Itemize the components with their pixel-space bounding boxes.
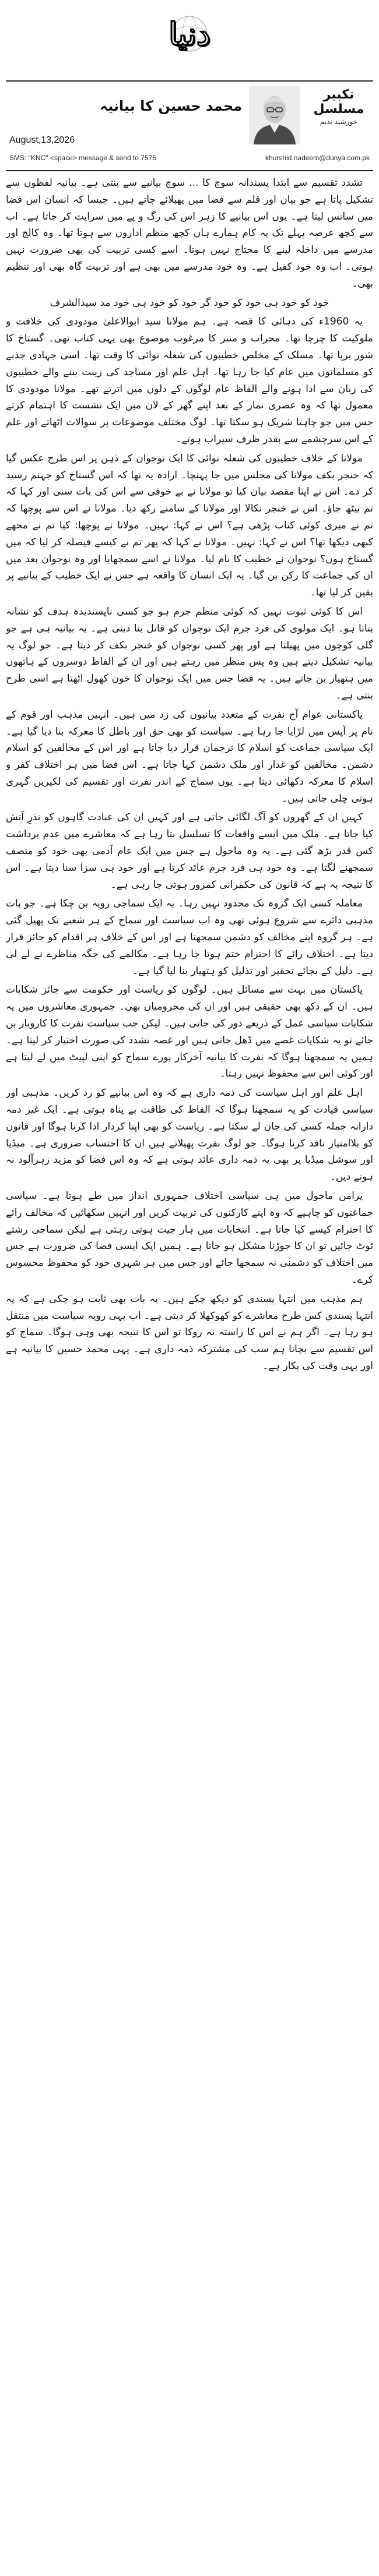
author-email: khurshid.nadeem@dunya.com.pk [265,154,370,162]
article-paragraph: تشدد تقسیم سے ابتدا پسندانہ سوچ کا ... سوچ بیانیے سے بنتی ہے۔ بیانیہ لفظوں سے تشکیل پاتا ہے جو بیان اور قلم سے فضا میں پھیلائے جاتے ہیں۔ جیسا کہ انسان اس فضا میں سانس لیتا ہے۔ یوں اس بیانیے کا زہر اس کی رگ و پے میں سرایت کر جاتا ہے۔ اب سے کچھ عرصہ پہلے تک یہ کام ہمارے ہاں کچھ منظم اداروں سے ہوتا تھا۔ وہ کالج اور مدرسے میں داخلہ لینے کا محتاج نہیں ہوتا۔ اسے کسی تربیت کی بھی ضرورت نہیں ہوتی۔ اب وہ خود کفیل ہے۔ وہ خود مدرسے میں بھی ہے اور تربیت گاہ بھی اور تنظیم بھی۔ [6,177,373,290]
article-paragraph: معاملہ کسی ایک گروہ تک محدود نہیں رہا۔ یہ ایک سماجی رویہ بن چکا ہے۔ جو بات مذہبی دائرے سے شروع ہوئی تھی وہ اب سیاست اور سماج کے ہر شعبے تک پھیل گئی ہے۔ ہر گروہ اپنے مخالف کو دشمن سمجھتا ہے اور اس کے خلاف ہر اقدام کو جائز قرار دیتا ہے۔ اختلاف رائے کا احترام ختم ہوتا جا رہا ہے۔ مکالمے کی جگہ مناظرے نے لے لی ہے۔ دلیل کے بجائے تحقیر اور تذلیل کو ہتھیار بنا لیا گیا ہے۔ [6,898,373,977]
article-paragraph: پرامن ماحول میں ہی سیاسی اختلاف جمہوری انداز میں طے ہوتا ہے۔ سیاسی جماعتوں کو چاہیے کہ وہ اپنے کارکنوں کی تربیت کریں اور انہیں سکھائیں کہ مخالف رائے کا احترام کیسے کیا جاتا ہے۔ انتخابات میں ہار جیت ہوتی رہتی ہے لیکن سماجی رشتے ٹوٹ جائیں تو ان کا جوڑنا مشکل ہو جاتا ہے۔ ہمیں ایک ایسی فضا کی ضرورت ہے جس میں اختلاف کو دشمنی نہ سمجھا جائے اور جس میں ہر شہری خود کو محفوظ محسوس کرے۔ [6,1190,373,1286]
column-name: تکبیر مسلسل [307,87,371,117]
article-body [6,175,373,2569]
masthead [0,0,379,70]
article-paragraph: یہ 1960ء کی دہائی کا قصہ ہے۔ ہم مولانا سید ابوالاعلیٰ مودودی کی خلافت و ملوکیت کا چرچا تھا۔ محراب و منبر کا مرغوب موضوع بھی یہی کتاب تھی۔ گستاخ کا شور برپا تھا۔ مسلک کے مخلص خطیبوں کی شعلہ نوائی کا وقت تھا۔ اسی جہادی جذبے کو مسلمانوں میں عام کیا جا رہا تھا۔ اہل علم اور مساجد کی زینت بننے والے خطیبوں کی زبان سے ادا ہونے والے الفاظ عام لوگوں کے دلوں میں اترتے تھے۔ مولانا مودودی کا معمول تھا کہ وہ عصری نماز کے بعد اپنے گھر کے لان میں ایک نشست کا اہتمام کرتے جس میں جو چاہتا شریک ہو سکتا تھا۔ لوگ مختلف موضوعات پر سوالات اٹھاتے اور علم کے اس سرچشمے سے بقدر ظرف سیراب ہوتے۔ [6,316,373,445]
article-paragraph: پاکستانی عوام آج نفرت کے متعدد بیانیوں کی زد میں ہیں۔ انہیں مذہب اور قوم کے نام پر آپس میں لڑایا جا رہا ہے۔ سیاست کو بھی حق اور باطل کا معرکہ بنا دیا گیا ہے۔ ایک سیاسی جماعت کو اسلام کا ترجمان قرار دیا جاتا ہے اور اس کے مخالفین کو اسلام دشمن۔ مخالفین کو غدار اور ملک دشمن کہا جاتا ہے۔ اس فضا میں ہر اختلاف کفر و اسلام کا معرکہ دکھائی دیتا ہے۔ یوں سماج کے اندر نفرت اور تقسیم کی لکیریں گہری ہوتی چلی جاتی ہیں۔ [6,708,373,804]
article-paragraph: مولانا کے خلاف خطیبوں کی شعلہ نوائی کا ایک نوجوان کے ذہن پر اس طرح عکس گیا کہ خنجر بکف مولانا کی مجلس میں جا پہنچا۔ ارادہ یہ تھا کہ اس گستاخ کو جہنم رسید کر دے۔ اس نے اپنا مقصد بیان کیا تو مولانا نے بے خوفی سے اس کی بات سنی اور کہا کہ تم بیٹھ جاؤ۔ اس نے خنجر نکالا اور مولانا کے سامنے رکھ دیا۔ مولانا نے اس سے پوچھا کہ تم نے میری کوئی کتاب پڑھی ہے؟ اس نے کہا: نہیں۔ مولانا نے پوچھا: کیا تم نے مجھے کبھی دیکھا تھا؟ اس نے کہا: نہیں۔ مولانا نے کہا کہ پھر تم نے کیسے فیصلہ کر لیا کہ میں گستاخ ہوں؟ نوجوان نے خطیب کا نام لیا۔ مولانا نے اسے سمجھایا اور وہ نوجوان بعد میں ان کی جماعت کا رکن بن گیا۔ یہ ایک انسان کا واقعہ ہے جس نے ایک خطیب کے بیانیے پر یقین کر لیا تھا۔ [6,452,373,599]
publish-date: August,13,2026 [9,135,75,145]
column-name-block [307,87,371,128]
dunya-logo [149,5,230,63]
article-paragraph: کہیں ان کے گھروں کو آگ لگائی جاتی ہے اور کہیں ان کی عبادت گاہوں کو نذرِ آتش کیا جاتا ہے۔ ملک میں ایسے واقعات کا تسلسل بتا رہا ہے کہ معاشرے میں عدم برداشت کس قدر بڑھ گئی ہے۔ یہ وہ ماحول ہے جس میں ایک عام آدمی بھی خود کو منصف سمجھنے لگتا ہے۔ وہ خود ہی فرد جرم عائد کرتا ہے اور خود ہی سزا سنا دیتا ہے۔ اس کا نتیجہ یہ ہے کہ قانون کی حکمرانی کمزور ہوتی جا رہی ہے۔ [6,811,373,891]
article-paragraph: خود کو خود ہی خود کو خود گر خود کو خود ہی خود مد سیدالشرف [50,297,329,309]
logo-text: دنیا [169,15,210,52]
column-title: محمد حسین کا بیانیہ [100,98,242,114]
column-byline: خورشید ندیم [320,118,358,126]
article-paragraph: اس کا کوئی ثبوت نہیں کہ کوئی منظم جرم ہو جو کسی ناپسندیدہ ہدف کو نشانہ بنانا ہو۔ ایک مولوی کی فرد جرم ایک نوجوان کو قاتل بنا دیتی ہے۔ یہ بیانیہ ہی ہے جو گلی کوچوں میں پھیلتا ہے اور پھر کسی نوجوان کو خنجر بکف کر دیتا ہے۔ جو لوگ یہ بیانیہ تشکیل دیتے ہیں وہ پس منظر میں رہتے ہیں اور ان کے الفاظ دوسروں کے ہاتھوں میں ہتھیار بن جاتے ہیں۔ یہ فضا جس میں ایک نوجوان کا خون کھول اٹھتا ہے اسی طرح بنتی ہے۔ [6,605,373,701]
article-paragraph: ہم مذہب میں انتہا پسندی کو دیکھ چکے ہیں۔ یہ بات بھی ثابت ہو چکی ہے کہ یہ انتہا پسندی کس طرح معاشرے کو کھوکھلا کر دیتی ہے۔ اب یہی رویہ سیاست میں منتقل ہو رہا ہے۔ اگر ہم نے اس کا راستہ نہ روکا تو اس کا نتیجہ بھی وہی ہوگا۔ سماج کو اس تقسیم سے بچانا ہم سب کی مشترکہ ذمہ داری ہے۔ یہی محمد حسین کا بیانیہ ہے اور یہی وقت کی پکار ہے۔ [6,1293,373,1372]
article-paragraph: اہل علم اور اہل سیاست کی ذمہ داری ہے کہ وہ اس بیانیے کو رد کریں۔ مذہبی اور سیاسی قیادت کو یہ سمجھنا ہوگا کہ الفاظ کی طاقت بے پناہ ہوتی ہے۔ ایک غیر ذمہ دارانہ جملہ کسی کی جان لے سکتا ہے۔ ریاست کو بھی اپنا کردار ادا کرنا ہوگا اور قانون کو بلاامتیاز نافذ کرنا ہوگا۔ جو لوگ نفرت پھیلاتے ہیں ان کا احتساب ضروری ہے۔ میڈیا اور سوشل میڈیا پر بھی یہ ذمہ داری عائد ہوتی ہے کہ وہ اس فضا کو مزید زہرآلود نہ ہونے دیں۔ [6,1087,373,1183]
column-header [6,80,373,171]
article-paragraph: پاکستان میں بہت سے مسائل ہیں۔ لوگوں کو ریاست اور حکومت سے جائز شکایات ہیں۔ ان کے دکھ بھی حقیقی ہیں اور ان کی محرومیاں بھی۔ جمہوری معاشروں میں یہ شکایات سیاسی عمل کے ذریعے دور کی جاتی ہیں۔ لیکن جب سیاست نفرت کا کاروبار بن جائے تو یہ شکایات غصے میں ڈھل جاتی ہیں اور غصہ تشدد کی صورت اختیار کر لیتا ہے۔ ہمیں یہ سمجھنا ہوگا کہ نفرت کا بیانیہ آخرکار پورے سماج کو اپنی لپیٹ میں لے لیتا ہے اور کوئی اس سے محفوظ نہیں رہتا۔ [6,984,373,1080]
columnist-portrait-icon [249,86,300,144]
sms-instructions: SMS: "KNC" <space> message & send to 7575 [9,154,156,162]
